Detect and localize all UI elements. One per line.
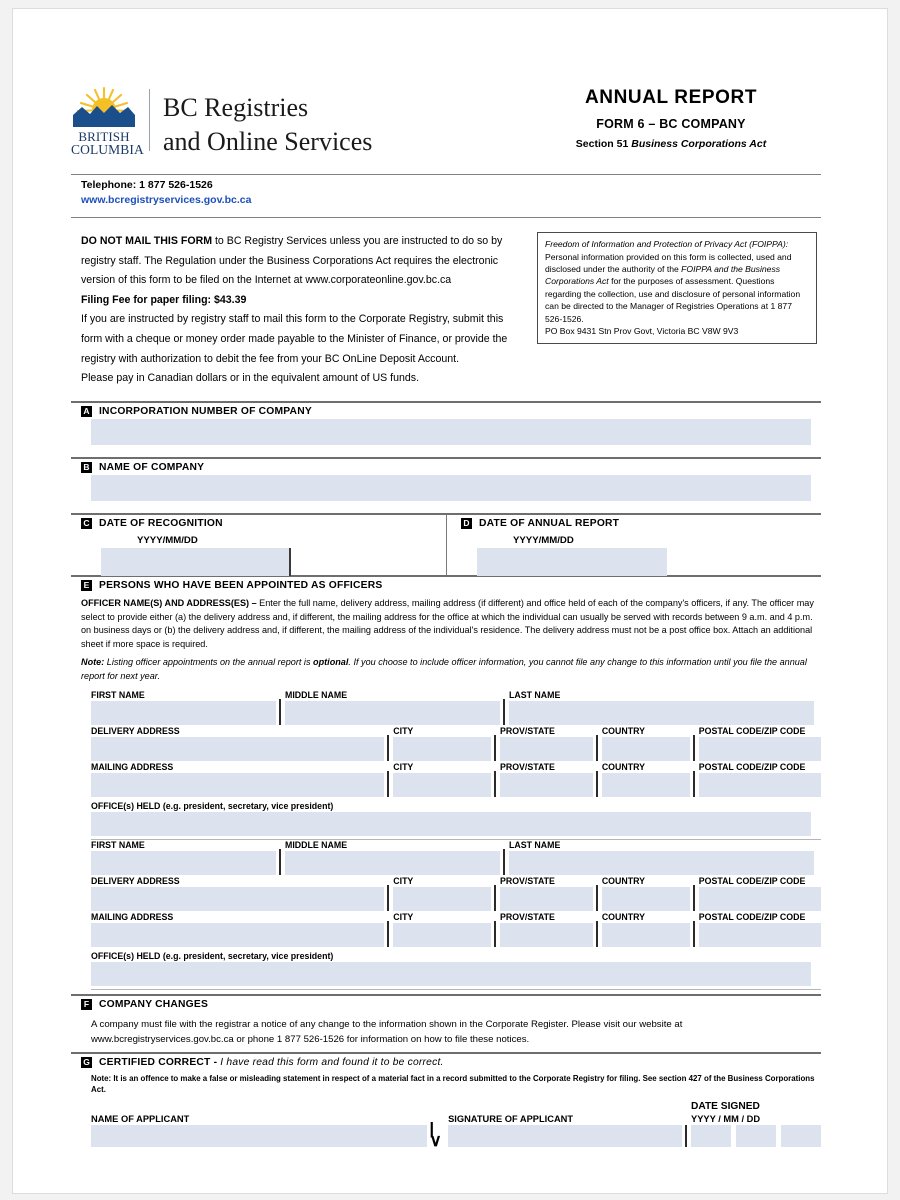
officer-0-mailing-country-label: COUNTRY — [601, 761, 645, 772]
officer-0-delivery-address-label: DELIVERY ADDRESS — [91, 725, 180, 736]
column-separator — [596, 735, 598, 761]
officer-1-last-name-label: LAST NAME — [509, 839, 561, 850]
officer-1-delivery-country-input[interactable] — [602, 887, 690, 911]
officer-1-mailing-prov-input[interactable] — [500, 923, 593, 947]
section-g-header — [71, 1054, 821, 1070]
officer-1-delivery-country-label: COUNTRY — [601, 875, 645, 886]
signature-chevron-icon: |∨ — [429, 1118, 442, 1150]
section-d-header — [461, 515, 821, 531]
date-signed-label: DATE SIGNED — [691, 1100, 760, 1112]
officer-note: Note: Listing officer appointments on the annual report is optional. If you choose to include officer information, you cannot file any change to this information until you file the annual report for next year. — [81, 657, 807, 681]
date-signed-format: YYYY / MM / DD — [691, 1113, 761, 1124]
officer-1-mailing-city-input[interactable] — [393, 923, 491, 947]
officer-0-mailing-postal-input[interactable] — [699, 773, 821, 797]
column-separator — [387, 771, 389, 797]
name-of-applicant-label: NAME OF APPLICANT — [91, 1113, 190, 1124]
officer-1-first-name-input[interactable] — [91, 851, 276, 875]
brand-line-1: BC Registries — [163, 93, 309, 122]
section-e-header — [71, 577, 821, 593]
section-e-badge: E — [81, 580, 92, 591]
do-not-mail-bold: DO NOT MAIL THIS FORM — [81, 235, 213, 248]
officer-1-mailing-country-label: COUNTRY — [601, 911, 645, 922]
officer-1-first-name-label: FIRST NAME — [91, 839, 145, 850]
officer-1-mailing-address-input[interactable] — [91, 923, 384, 947]
section-g-badge: G — [81, 1057, 92, 1068]
logo-text-british: BRITISH — [78, 129, 130, 144]
section-a-badge: A — [81, 406, 92, 417]
section-g-title: CERTIFIED CORRECT - I have read this form and found it to be correct. — [99, 1057, 444, 1069]
section-a-title: INCORPORATION NUMBER OF COMPANY — [99, 405, 312, 417]
form-header — [71, 81, 821, 160]
officer-instructions — [71, 593, 821, 684]
signature-of-applicant-label: SIGNATURE OF APPLICANT — [448, 1113, 574, 1124]
officer-1-mailing-country-input[interactable] — [602, 923, 690, 947]
officer-0-mailing-city-input[interactable] — [393, 773, 491, 797]
officer-0-mailing-prov-input[interactable] — [500, 773, 593, 797]
officer-1-delivery-postal-input[interactable] — [699, 887, 821, 911]
name-of-applicant-input[interactable] — [91, 1125, 427, 1147]
column-separator — [494, 885, 496, 911]
form-subtitle: FORM 6 – BC COMPANY — [596, 117, 746, 131]
section-b-header — [71, 459, 821, 475]
officer-0-offices-held-input[interactable] — [91, 812, 811, 836]
officer-0-delivery-postal-label: POSTAL CODE/ZIP CODE — [698, 725, 806, 736]
officer-1-delivery-address-label: DELIVERY ADDRESS — [91, 875, 180, 886]
officer-1-offices-held-input[interactable] — [91, 962, 811, 986]
column-separator — [494, 771, 496, 797]
officer-0-mailing-address-input[interactable] — [91, 773, 384, 797]
column-separator — [387, 735, 389, 761]
column-separator — [503, 699, 505, 725]
section-f-badge: F — [81, 999, 92, 1010]
foippa-body-2: for the purposes of assessment. Questions regarding the collection, use and disclosure of personal information can be directed to the Manager of Registries Operations at 1 877 526-1526. — [545, 276, 801, 324]
bc-logo — [71, 81, 372, 160]
form-title-block — [521, 81, 821, 150]
foippa-body-1: Personal information provided on this form is collected, used and disclosed under the authority of the — [545, 251, 792, 274]
section-c — [71, 515, 446, 575]
date-signed-year-input[interactable] — [691, 1125, 731, 1147]
officer-1-mailing-city-label: CITY — [393, 911, 414, 922]
officer-1-delivery-city-label: CITY — [393, 875, 414, 886]
section-b-badge: B — [81, 462, 92, 473]
website-link[interactable]: www.bcregistryservices.gov.bc.ca — [81, 193, 252, 206]
section-d-title: DATE OF ANNUAL REPORT — [479, 517, 620, 529]
date-annual-report-format: YYYY/MM/DD — [513, 534, 574, 546]
officer-1-delivery-address-input[interactable] — [91, 887, 384, 911]
brand-line-2: and Online Services — [163, 127, 373, 157]
officer-1-middle-name-label: MIDDLE NAME — [285, 839, 348, 850]
officer-table — [71, 690, 821, 990]
section-e-title: PERSONS WHO HAVE BEEN APPOINTED AS OFFICERS — [99, 579, 383, 591]
column-separator — [387, 885, 389, 911]
foippa-address: PO Box 9431 Stn Prov Govt, Victoria BC V8W 9V3 — [545, 326, 739, 337]
contact-block — [71, 175, 821, 211]
mail-submission-text: If you are instructed by registry staff to mail this form to the Corporate Registry, submit this form with a cheque or money order made payable to the Minister of Finance, or provide the registry with authorization to debit the fee from your BC OnLine Deposit Account. — [81, 313, 508, 365]
officer-1-offices-held-label: OFFICE(s) HELD (e.g. president, secretary, vice president) — [91, 950, 334, 961]
officer-0-mailing-city-label: CITY — [393, 761, 414, 772]
bc-sun-mountains-icon — [71, 85, 137, 129]
foippa-heading: Freedom of Information and Protection of Privacy Act (FOIPPA): — [545, 239, 789, 250]
column-separator — [387, 921, 389, 947]
offence-note: Note: It is an offence to make a false or misleading statement in respect of a material fact in a record submitted to the Corporate Registry for filing. See section 427 of the Business Corporations Act. — [91, 1074, 815, 1095]
signature-row — [71, 1100, 821, 1150]
column-separator — [279, 699, 281, 725]
section-f-header — [71, 996, 821, 1012]
officer-0-delivery-city-input[interactable] — [393, 737, 491, 761]
officer-1-mailing-address-label: MAILING ADDRESS — [91, 911, 174, 922]
officer-0-mailing-prov-label: PROV/STATE — [499, 761, 555, 772]
officer-lead-rest: Enter the full name, delivery address, mailing address (if different) and office held of each of the company's officers, if any. The officer may select to provide either (a) the delivery address and, if different, the mailing address for the office at which the individual can usually be served with records between 9 a.m. and 4 p.m. on business days or (b) the delivery address and, if different, the mailing address of the individual's residence. The delivery address must not be a post office box. Attach an additional sheet if more space is required. — [81, 597, 814, 650]
officer-lead-bold: OFFICER NAME(S) AND ADDRESS(ES) – — [81, 597, 257, 608]
officer-0-delivery-city-label: CITY — [393, 725, 414, 736]
currency-text: Please pay in Canadian dollars or in the equivalent amount of US funds. — [81, 372, 420, 385]
filing-fee: Filing Fee for paper filing: $43.39 — [81, 293, 247, 306]
officer-0-first-name-input[interactable] — [91, 701, 276, 725]
officer-1-delivery-prov-input[interactable] — [500, 887, 593, 911]
form-section-reference: Section 51 Business Corporations Act — [575, 138, 767, 150]
logo-text-columbia: COLUMBIA — [71, 142, 144, 157]
form-page — [12, 8, 888, 1194]
date-of-recognition-input[interactable] — [101, 548, 291, 576]
column-separator — [693, 921, 695, 947]
date-recognition-format: YYYY/MM/DD — [137, 534, 198, 546]
officer-0-last-name-input[interactable] — [509, 701, 814, 725]
officer-0-delivery-address-input[interactable] — [91, 737, 384, 761]
officer-entry — [91, 840, 821, 990]
officer-1-delivery-city-input[interactable] — [393, 887, 491, 911]
section-c-badge: C — [81, 518, 92, 529]
column-separator — [494, 735, 496, 761]
officer-entry — [91, 690, 821, 840]
officer-0-mailing-postal-label: POSTAL CODE/ZIP CODE — [698, 761, 806, 772]
do-not-mail-rest: to BC Registry Services unless you are instructed to do so by registry staff. The Regulation under the Business Corporations Act requires the electronic version of this form to be filed on the Internet at www.corporateonline.gov.bc.ca — [81, 235, 503, 287]
section-a-header — [71, 403, 821, 419]
officer-1-last-name-input[interactable] — [509, 851, 814, 875]
officer-0-middle-name-input[interactable] — [285, 701, 500, 725]
officer-0-middle-name-label: MIDDLE NAME — [285, 689, 348, 700]
officer-0-delivery-prov-input[interactable] — [500, 737, 593, 761]
column-separator — [596, 771, 598, 797]
officer-0-mailing-country-input[interactable] — [602, 773, 690, 797]
officer-1-delivery-postal-label: POSTAL CODE/ZIP CODE — [698, 875, 806, 886]
column-separator — [693, 885, 695, 911]
officer-0-delivery-postal-input[interactable] — [699, 737, 821, 761]
telephone-line: Telephone: 1 877 526-1526 — [81, 178, 213, 191]
officer-1-delivery-prov-label: PROV/STATE — [499, 875, 555, 886]
form-title: ANNUAL REPORT — [584, 87, 758, 108]
mailing-instructions — [71, 232, 523, 389]
section-b-title: NAME OF COMPANY — [99, 461, 205, 473]
date-signed-month-input[interactable] — [736, 1125, 776, 1147]
officer-0-mailing-address-label: MAILING ADDRESS — [91, 761, 174, 772]
officer-1-mailing-prov-label: PROV/STATE — [499, 911, 555, 922]
column-separator — [596, 921, 598, 947]
officer-0-delivery-country-input[interactable] — [602, 737, 690, 761]
section-c-title: DATE OF RECOGNITION — [99, 517, 223, 529]
column-separator — [693, 771, 695, 797]
company-name-input[interactable] — [91, 475, 811, 501]
officer-1-mailing-postal-input[interactable] — [699, 923, 821, 947]
date-of-annual-report-input[interactable] — [477, 548, 667, 576]
officer-0-first-name-label: FIRST NAME — [91, 689, 145, 700]
officer-0-last-name-label: LAST NAME — [509, 689, 561, 700]
section-d — [446, 515, 821, 575]
contact-divider — [71, 217, 821, 218]
foippa-notice-box — [537, 232, 817, 344]
officer-0-offices-held-label: OFFICE(s) HELD (e.g. president, secretary, vice president) — [91, 800, 334, 811]
officer-1-mailing-postal-label: POSTAL CODE/ZIP CODE — [698, 911, 806, 922]
column-separator — [494, 921, 496, 947]
column-separator — [279, 849, 281, 875]
logo-divider — [149, 89, 150, 151]
column-separator — [596, 885, 598, 911]
foippa-acts-italic: FOIPPA and the Business Corporations Act — [545, 263, 781, 287]
officer-0-delivery-country-label: COUNTRY — [601, 725, 645, 736]
officer-0-delivery-prov-label: PROV/STATE — [499, 725, 555, 736]
column-separator — [503, 849, 505, 875]
officer-1-middle-name-input[interactable] — [285, 851, 500, 875]
section-d-badge: D — [461, 518, 472, 529]
signature-of-applicant-input[interactable] — [448, 1125, 682, 1147]
section-c-header — [71, 515, 446, 531]
officer-entry-divider — [91, 989, 821, 990]
column-separator — [693, 735, 695, 761]
section-f-title: COMPANY CHANGES — [99, 998, 209, 1010]
date-signed-day-input[interactable] — [781, 1125, 821, 1147]
company-changes-text: A company must file with the registrar a notice of any change to the information shown in the Corporate Register. Please visit our website at www.bcregistryservices.gov.bc.ca or phone 1 877 526-1526 for information on how to file these notices. — [91, 1018, 683, 1046]
incorporation-number-input[interactable] — [91, 419, 811, 445]
